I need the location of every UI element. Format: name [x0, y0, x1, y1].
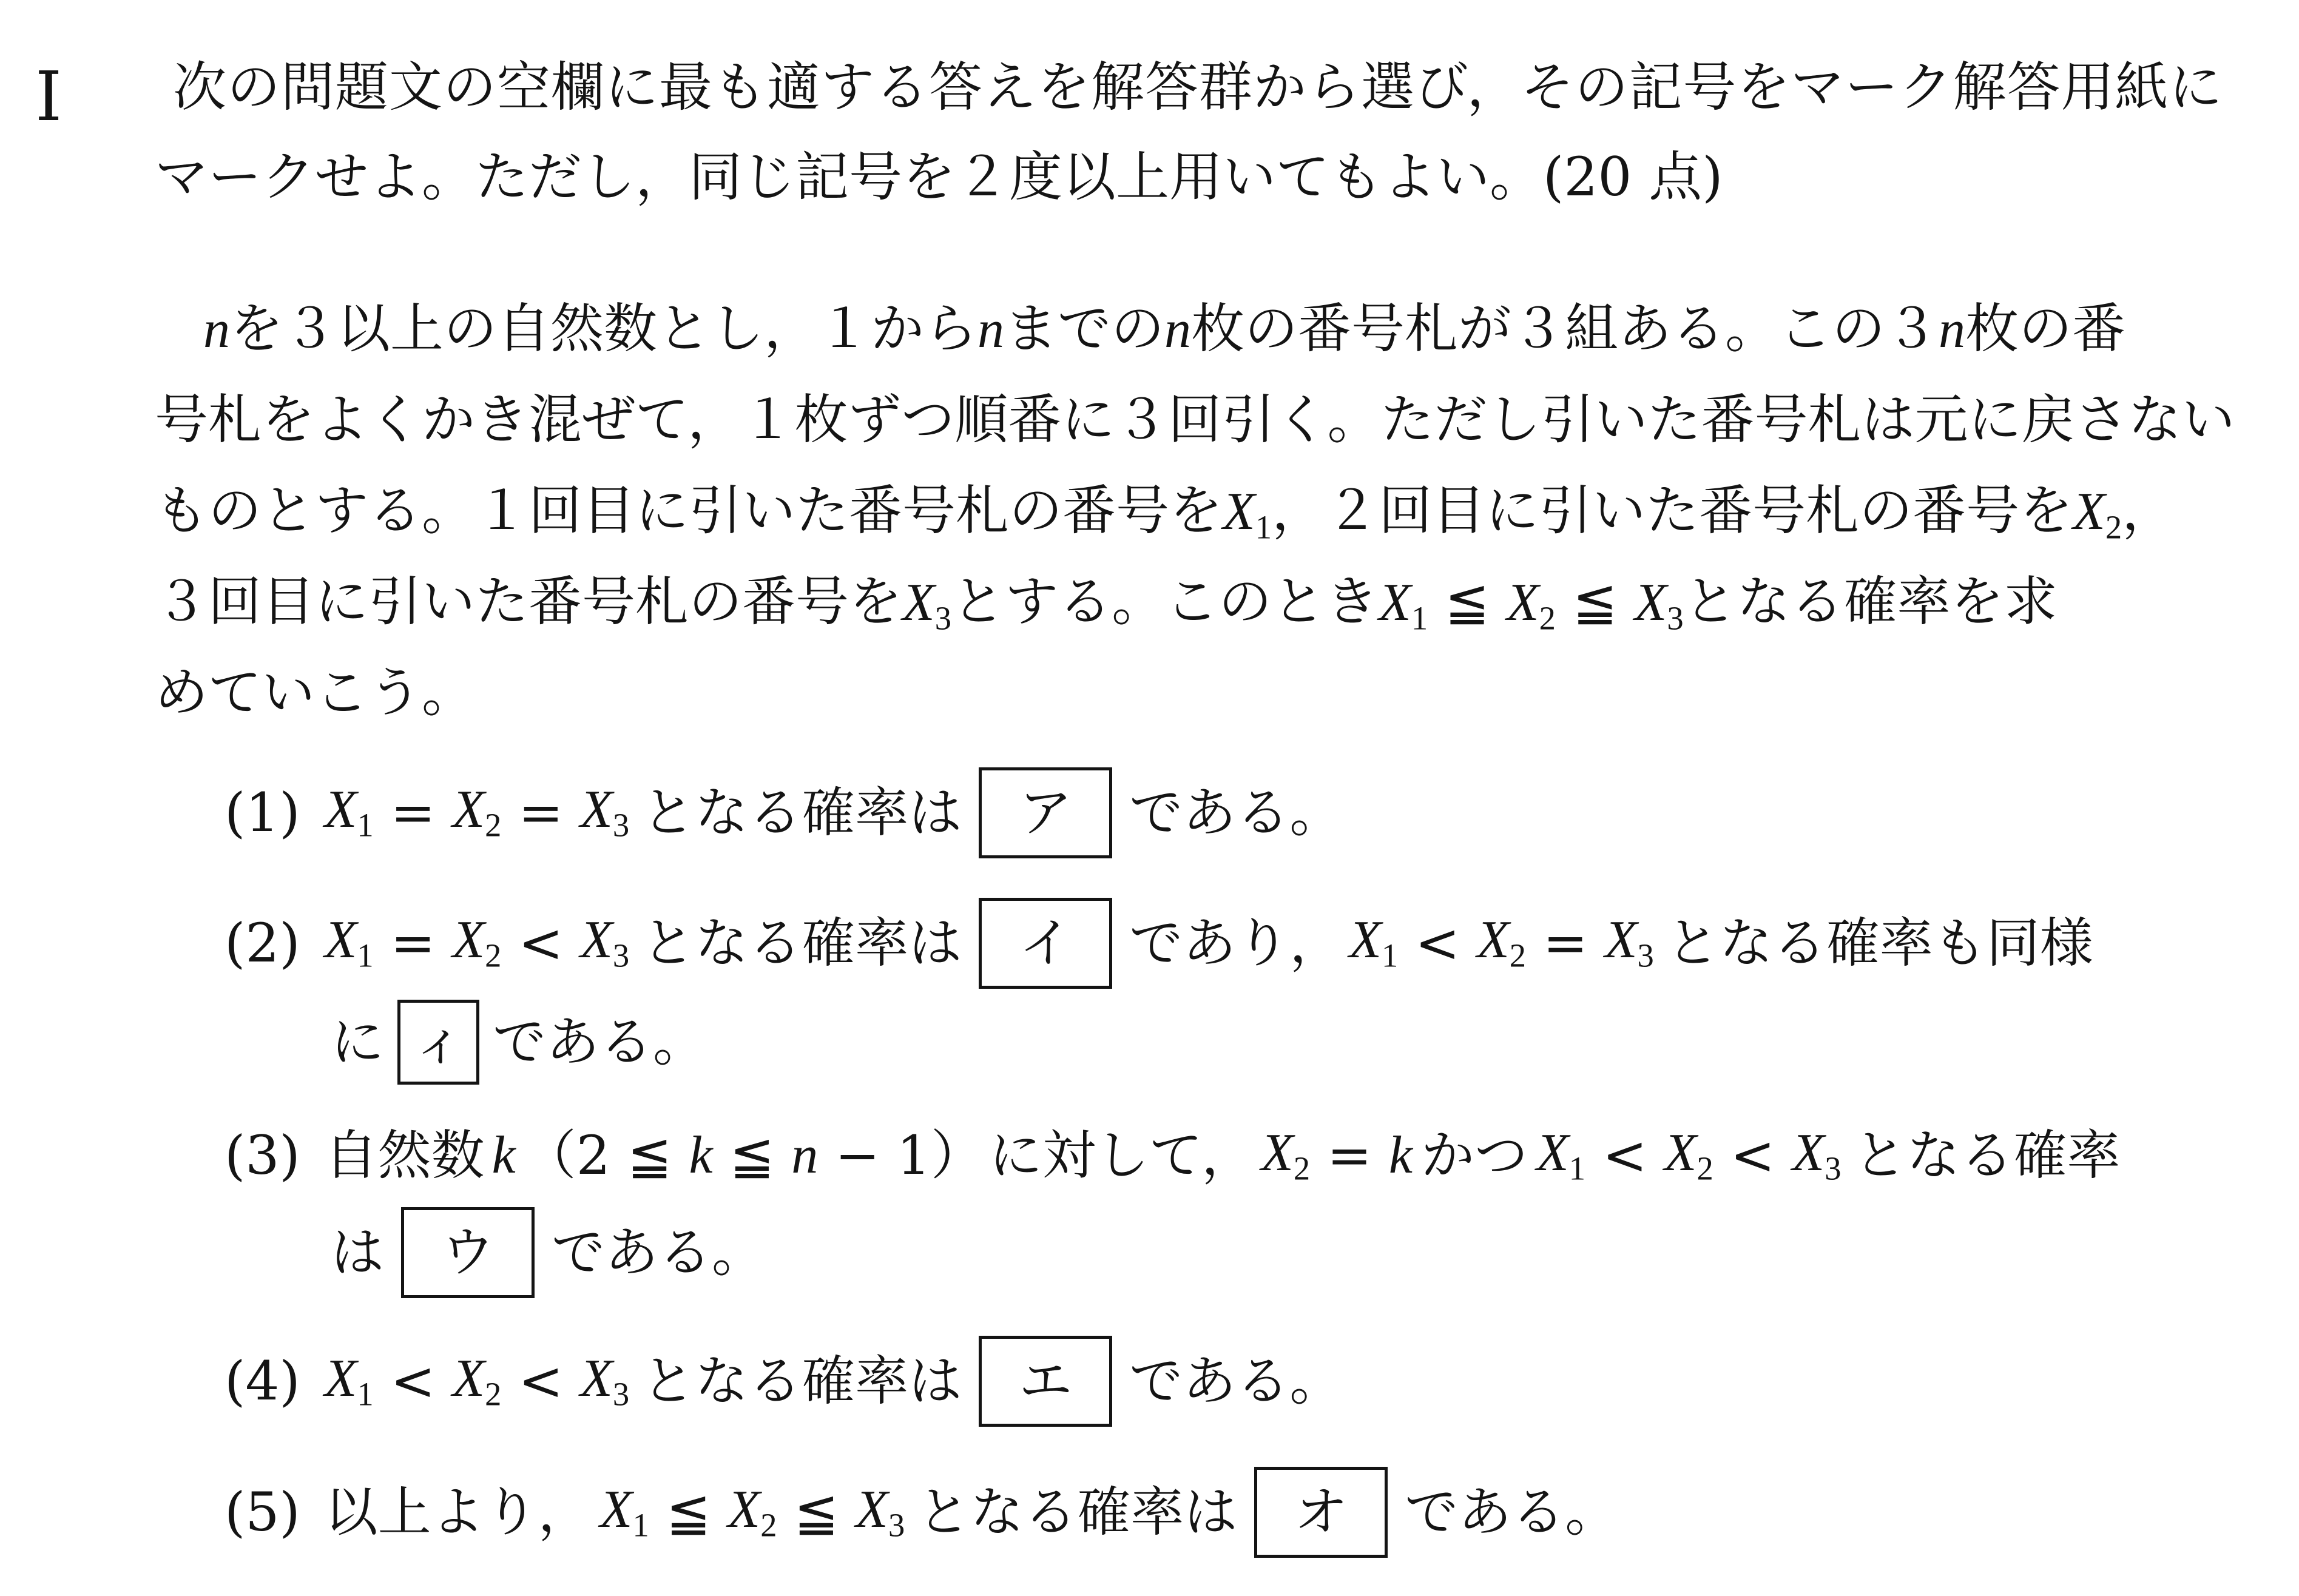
instruction-line-1: 次の問題文の空欄に最も適する答えを解答群から選び，その記号をマーク解答用紙に: [173, 56, 2223, 118]
var-x3: $X_3$: [1604, 911, 1654, 974]
var-x1: $X_1$: [324, 1349, 374, 1412]
answer-blank-e[interactable]: エ: [979, 1336, 1112, 1427]
var-x2: $X_2$: [1506, 573, 1556, 637]
question-2-cont: に ィ である。: [331, 998, 706, 1086]
var-n: n: [1164, 300, 1192, 359]
var-x3: $X_3$: [580, 780, 630, 844]
var-n: n: [977, 300, 1005, 359]
question-2: (2) $X_1$ = $X_2$ < $X_3$ となる確率は イ であり， $X_1$ < $X_2$ = $X_3$ となる確率も同様: [224, 896, 2093, 990]
var-x2: $X_2$: [452, 1349, 502, 1412]
answer-blank-o[interactable]: オ: [1254, 1467, 1388, 1558]
var-x3: $X_3$: [856, 1480, 905, 1543]
var-x1: $X_1$: [1379, 573, 1428, 637]
intro-line-5: めていこう。: [155, 661, 476, 724]
var-x2: $X_2$: [1476, 911, 1527, 974]
var-x2: $X_2$: [452, 911, 502, 974]
var-x2: $X_2$: [728, 1480, 777, 1543]
var-x1: $X_1$: [599, 1480, 649, 1543]
intro-line-2: 号札をよくかき混ぜて，１枚ずつ順番に３回引く。ただし引いた番号札は元に戻さない: [155, 388, 2235, 451]
var-x1: $X_1$: [1536, 1123, 1586, 1187]
answer-blank-i[interactable]: イ: [979, 898, 1112, 989]
var-x1: $X_1$: [324, 911, 374, 974]
var-x2: $X_2$: [452, 780, 502, 844]
var-n: n: [791, 1126, 819, 1185]
var-x3: $X_3$: [902, 573, 952, 637]
intro-line-1: nを３以上の自然数とし，１からnまでのn枚の番号札が３組ある。この３n枚の番: [203, 297, 2126, 360]
question-5: (5) 以上より， $X_1$ ≦ $X_2$ ≦ $X_3$ となる確率は オ である。: [224, 1464, 1618, 1561]
var-n: n: [203, 300, 230, 359]
intro-line-3: ものとする。１回目に引いた番号札の番号を$X_1$，２回目に引いた番号札の番号を$X_2$，: [155, 479, 2176, 546]
var-x1: $X_1$: [1349, 911, 1399, 974]
intro-line-4: ３回目に引いた番号札の番号を$X_3$とする。このとき$X_1$ ≦ $X_2$ ≦ $X_3$となる確率を求: [155, 570, 2058, 637]
question-1: (1) $X_1$ = $X_2$ = $X_3$ となる確率は ア である。: [224, 766, 1343, 860]
answer-blank-a[interactable]: ア: [979, 767, 1112, 858]
var-x3: $X_3$: [580, 1349, 630, 1412]
var-k: k: [491, 1126, 516, 1185]
answer-blank-u[interactable]: ウ: [401, 1207, 535, 1298]
question-4: (4) $X_1$ < $X_2$ < $X_3$ となる確率は エ である。: [224, 1333, 1343, 1430]
answer-blank-i-repeat[interactable]: ィ: [397, 1000, 479, 1085]
question-3: (3) 自然数 k （2 ≦ k ≦ n − 1） に対して， $X_2$ = k かつ $X_1$ < $X_2$ < $X_3$ となる確率: [224, 1123, 2121, 1187]
section-mark: I: [35, 58, 62, 136]
var-x2: $X_2$: [1261, 1123, 1311, 1187]
var-n: n: [1939, 300, 1966, 359]
question-3-cont: は ウ である。: [331, 1204, 765, 1301]
var-x3: $X_3$: [1634, 573, 1684, 637]
var-x3: $X_3$: [1792, 1123, 1842, 1187]
var-x1: $X_1$: [1223, 482, 1272, 546]
instruction-line-2: マークせよ。ただし，同じ記号を２度以上用いてもよい。(20 点): [155, 146, 1723, 208]
var-x2: $X_2$: [1664, 1123, 1713, 1187]
var-x1: $X_1$: [324, 780, 374, 844]
var-x3: $X_3$: [580, 911, 630, 974]
var-x2: $X_2$: [2073, 482, 2122, 546]
